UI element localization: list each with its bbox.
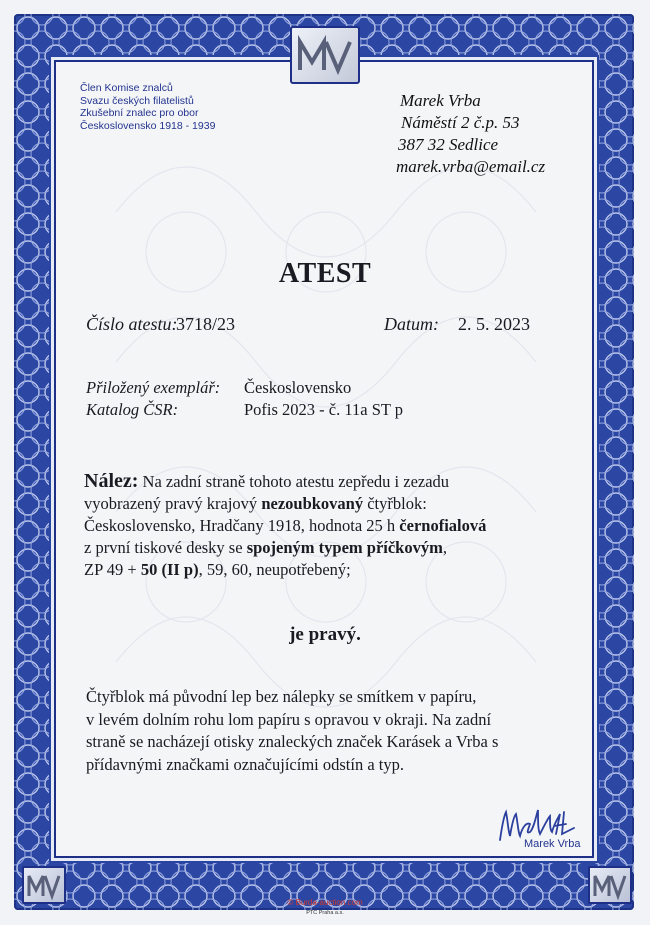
finding-line: čtyřblok: [363,494,427,513]
finding-line: , [442,538,447,557]
expert-name: Marek Vrba [400,91,481,110]
expert-email: marek.vrba@email.cz [396,157,546,176]
certificate-title: ATEST [278,258,372,289]
finding-line: Československo, Hradčany 1918, hodnota 25 h [84,516,400,535]
date-label: Datum: [384,314,439,334]
finding-line: vyobrazený pravý krajový [84,494,262,513]
certificate-number: 3718/23 [176,314,236,334]
finding-label: Nález: [84,470,139,492]
expert-address [396,90,546,178]
finding-line: Na zadní straně tohoto atestu zepředu i zezadu [138,472,450,491]
issuer-line: Zkušební znalec pro obor [80,107,199,119]
verdict: je pravý. [289,624,361,645]
description-line: straně se nacházejí otisky znaleckých značek Karásek a Vrba s [86,732,499,751]
exemplar-label: Přiložený exemplář: [86,378,221,397]
issuer-line: Svazu českých filatelistů [80,94,194,107]
certificate-number-label: Číslo atestu: [86,314,178,334]
issuer-line: Člen Komise znalců [80,82,173,94]
finding-line: ZP 49 + [84,560,141,579]
hologram-logo [290,26,360,84]
finding-text [84,470,554,581]
issuer-block [80,82,215,132]
catalog-value: Pofis 2023 - č. 11a ST p [244,400,404,419]
expert-street: Náměstí 2 č.p. 53 [401,113,520,132]
exemplar-value: Československo [244,378,352,397]
printer-credit: PTC Praha a.s. [306,910,344,916]
catalog-label: Katalog ČSR: [86,400,179,419]
auction-watermark-url: © Burda-auction.com [287,898,363,907]
finding-emphasis: spojeným typem příčkovým [246,538,443,557]
finding-line: z první tiskové desky se [84,538,247,557]
description-line: Čtyřblok má původní lep bez nálepky se smítkem v papíru, [86,687,477,706]
expert-city: 387 32 Sedlice [398,135,499,154]
finding-line: , 59, 60, neupotřebený; [198,560,351,579]
certificate-date: 2. 5. 2023 [458,314,530,334]
finding-emphasis: černofialová [399,516,487,535]
condition-description [86,686,498,776]
description-line: přídavnými značkami označujícími odstín a typ. [86,754,404,774]
description-line: v levém dolním rohu lom papíru s opravou v okraji. Na zadní [86,709,492,729]
finding-emphasis: nezoubkovaný [261,494,364,513]
finding-emphasis: 50 (II p) [140,560,199,579]
issuer-line: Československo 1918 - 1939 [80,119,216,132]
signature-name: Marek Vrba [524,838,581,850]
